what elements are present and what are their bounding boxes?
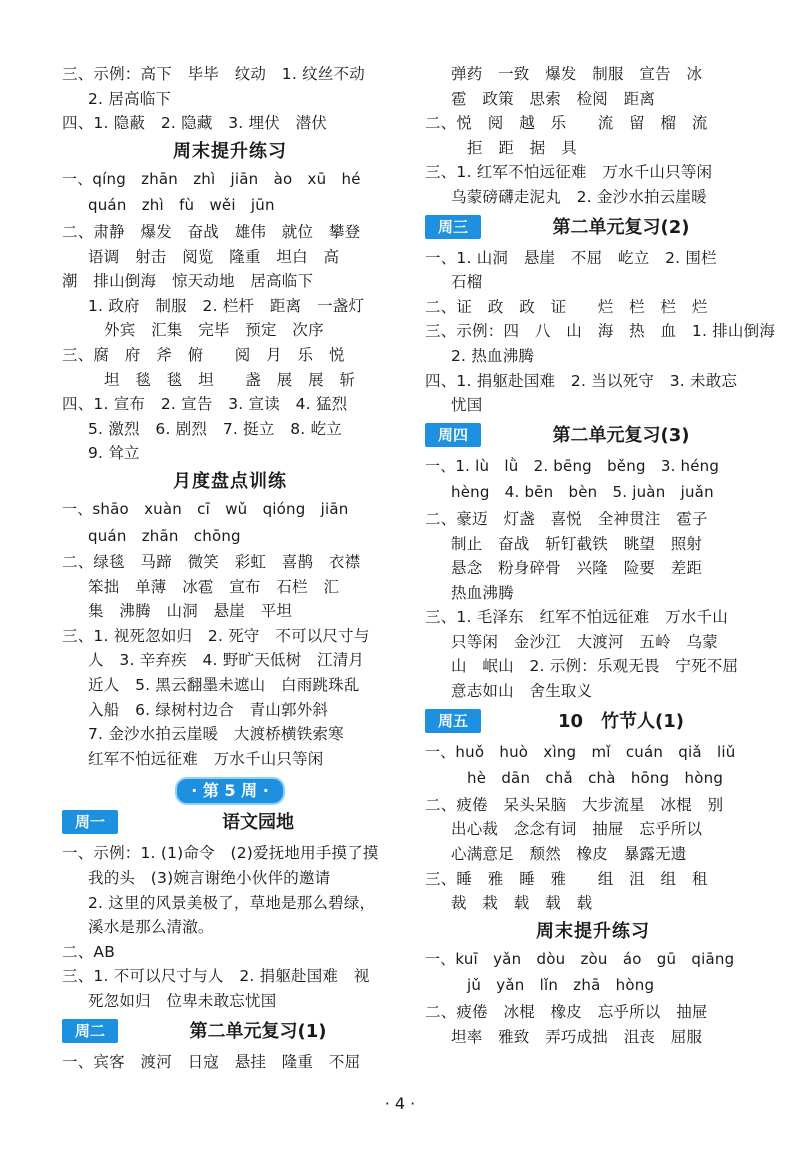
- answer-line: 一、1. 山洞 悬崖 不屈 屹立 2. 围栏: [425, 248, 717, 267]
- section-header-wednesday: [425, 212, 761, 243]
- pinyin-line: 一、kuī yǎn dòu zòu áo gū qiāng: [425, 949, 735, 968]
- pinyin-line: jǔ yǎn lǐn zhā hòng: [467, 976, 655, 995]
- answer-line: 三、1. 红军不怕远征难 万水千山只等闲: [425, 163, 713, 182]
- answer-line: 二、绿毯 马蹄 微笑 彩虹 喜鹊 衣襟: [62, 553, 361, 572]
- answer-line: 三、1. 毛泽东 红军不怕远征难 万水千山: [425, 608, 728, 627]
- answer-line: 一、宾客 渡河 日寇 悬挂 隆重 不屈: [62, 1052, 361, 1071]
- monday-answers: [62, 841, 398, 1013]
- answer-line: 红军不怕远征难 万水千山只等闲: [88, 749, 324, 768]
- answer-line: 人 3. 辛弃疾 4. 野旷天低树 江清月: [88, 651, 365, 670]
- page-number: · 4 ·: [384, 1094, 416, 1113]
- answer-line: 语调 射击 阅览 隆重 坦白 高: [88, 247, 340, 266]
- answer-line: 拒 距 据 具: [467, 138, 577, 157]
- answer-line: 我的头 (3)婉言谢绝小伙伴的邀请: [88, 869, 331, 888]
- section-header-friday: [425, 706, 761, 737]
- pinyin-line: quán zhān chōng: [88, 526, 241, 545]
- left-column: [62, 62, 398, 1074]
- right-column: [425, 62, 776, 1049]
- answer-line: 忧国: [451, 396, 483, 415]
- answer-line: 5. 激烈 6. 剧烈 7. 挺立 8. 屹立: [88, 419, 342, 438]
- pinyin-line: 一、qíng zhān zhì jiān ào xū hé: [62, 169, 361, 188]
- section-header-monday: [62, 807, 398, 838]
- day-badge: 周二: [62, 1019, 118, 1043]
- answer-line: 外宾 汇集 完毕 预定 次序: [104, 321, 324, 340]
- answer-line: 2. 居高临下: [88, 89, 172, 108]
- day-badge: 周一: [62, 810, 118, 834]
- pinyin-line: hèng 4. bēn bèn 5. juàn juǎn: [451, 483, 714, 502]
- answer-line: 二、肃静 爆发 奋战 雄伟 就位 攀登: [62, 222, 361, 241]
- section-title-monthly: 月度盘点训练: [173, 470, 287, 492]
- section-title: 10 竹节人(1): [557, 710, 685, 732]
- answer-line: 三、示例：四 八 山 海 热 血 1. 排山倒海: [425, 322, 776, 341]
- answer-line: 热血沸腾: [451, 583, 514, 602]
- answer-line: 潮 排山倒海 惊天动地 居高临下: [62, 272, 314, 291]
- answer-line: 心满意足 颓然 橡皮 暴露无遗: [451, 845, 687, 864]
- pinyin-line: 一、1. lù lǜ 2. bēng běng 3. héng: [425, 456, 720, 475]
- answer-line: 只等闲 金沙江 大渡河 五岭 乌蒙: [451, 632, 718, 651]
- answer-line: 2. 热血沸腾: [451, 346, 535, 365]
- answer-line: 石榴: [451, 273, 483, 292]
- section-header-thursday: [425, 420, 761, 451]
- answer-line: 坦率 雅致 弄巧成拙 沮丧 屈服: [451, 1027, 703, 1046]
- answer-line: 二、疲倦 呆头呆脑 大步流星 冰棍 别: [425, 795, 724, 814]
- answer-line: 坦 毯 毯 坦 盏 展 展 斩: [104, 370, 356, 389]
- answer-line: 雹 政策 思索 检阅 距离: [451, 89, 656, 108]
- answer-line: 二、悦 阅 越 乐 流 留 榴 流: [425, 114, 708, 133]
- answer-line: 裁 栽 载 载 载: [451, 894, 593, 913]
- answer-line: 二、疲倦 冰棍 橡皮 忘乎所以 抽屉: [425, 1003, 708, 1021]
- answer-line: 三、1. 不可以尺寸与人 2. 捐躯赴国难 视: [62, 967, 370, 986]
- answer-line: 9. 耸立: [88, 444, 140, 463]
- answer-line: 四、1. 隐蔽 2. 隐藏 3. 埋伏 潜伏: [62, 114, 328, 133]
- answer-line: 三、睡 雅 睡 雅 组 沮 组 租: [425, 869, 708, 888]
- section-title-weekend: 周末提升练习: [173, 140, 287, 162]
- answer-line: 死忽如归 位卑未敢忘忧国: [88, 992, 277, 1010]
- tuesday-answers-cont: [425, 62, 761, 210]
- answer-line: 7. 金沙水拍云崖暖 大渡桥横铁索寒: [88, 725, 344, 744]
- answer-line: 溪水是那么清澈。: [88, 918, 214, 937]
- answer-line: 2. 这里的风景美极了，草地是那么碧绿，: [88, 893, 376, 912]
- answer-line: 一、示例：1. (1)命令 (2)爱抚地用手摸了摸: [62, 844, 379, 863]
- pinyin-line: hè dān chǎ chà hōng hòng: [467, 769, 724, 788]
- answer-line: 意志如山 舍生取义: [451, 682, 593, 701]
- monthly-answers: [62, 497, 398, 772]
- answer-line: 四、1. 捐躯赴国难 2. 当以死守 3. 未敢忘: [425, 371, 738, 390]
- pinyin-line: 一、huǒ huò xìng mǐ cuán qiǎ liǔ: [425, 742, 736, 761]
- week-banner: [62, 777, 398, 803]
- section-title-weekend: 周末提升练习: [536, 920, 650, 942]
- week-badge: · 第 5 周 ·: [175, 777, 285, 805]
- tuesday-answers: [62, 1050, 398, 1075]
- day-badge: 周四: [425, 423, 481, 447]
- answer-line: 制止 奋战 斩钉截铁 眺望 照射: [451, 534, 703, 553]
- answer-line: 三、示例：高下 毕毕 纹动 1. 纹丝不动: [62, 65, 365, 83]
- answer-line: 四、1. 宣布 2. 宣告 3. 宣读 4. 猛烈: [62, 395, 348, 414]
- answer-line: 三、1. 视死忽如归 2. 死守 不可以尺寸与: [62, 626, 370, 645]
- answer-line: 二、AB: [62, 942, 116, 961]
- answer-line: 弹药 一致 爆发 制服 宣告 冰: [451, 65, 703, 83]
- answer-line: 出心裁 念念有词 抽屉 忘乎所以: [451, 820, 703, 839]
- section-title: 第二单元复习(1): [189, 1020, 327, 1042]
- answer-line: 1. 政府 制服 2. 栏杆 距离 一盏灯: [88, 296, 365, 315]
- weekend2-answers: [425, 947, 761, 1049]
- day-badge: 周五: [425, 709, 481, 733]
- friday-answers: [425, 740, 761, 916]
- section-title: 第二单元复习(2): [552, 216, 690, 238]
- section-header-tuesday: [62, 1016, 398, 1047]
- answer-line: 乌蒙磅礴走泥丸 2. 金沙水拍云崖暖: [451, 187, 707, 206]
- section-title: 语文园地: [222, 812, 294, 834]
- answer-line: 悬念 粉身碎骨 兴隆 险要 差距: [451, 559, 703, 578]
- answer-line: 二、证 政 政 证 烂 栏 栏 烂: [425, 297, 708, 316]
- answer-line: 山 岷山 2. 示例：乐观无畏 宁死不屈: [451, 657, 739, 676]
- pinyin-line: 一、shāo xuàn cī wǔ qióng jiān: [62, 499, 349, 518]
- answer-line: 入船 6. 绿树村边合 青山郭外斜: [88, 700, 329, 719]
- answer-line: 二、豪迈 灯盏 喜悦 全神贯注 雹子: [425, 509, 708, 528]
- day-badge: 周三: [425, 215, 481, 239]
- block1: [62, 62, 398, 136]
- answer-line: 集 沸腾 山洞 悬崖 平坦: [88, 602, 293, 621]
- pinyin-line: quán zhì fù wěi jūn: [88, 196, 275, 215]
- answer-line: 笨拙 单薄 冰雹 宣布 石栏 汇: [88, 577, 340, 596]
- wednesday-answers: [425, 246, 776, 418]
- weekend1-answers: [62, 167, 398, 466]
- thursday-answers: [425, 454, 761, 704]
- answer-line: 三、腐 府 斧 俯 阅 月 乐 悦: [62, 345, 345, 364]
- section-title: 第二单元复习(3): [552, 424, 690, 446]
- answer-line: 近人 5. 黑云翻墨未遮山 白雨跳珠乱: [88, 676, 360, 695]
